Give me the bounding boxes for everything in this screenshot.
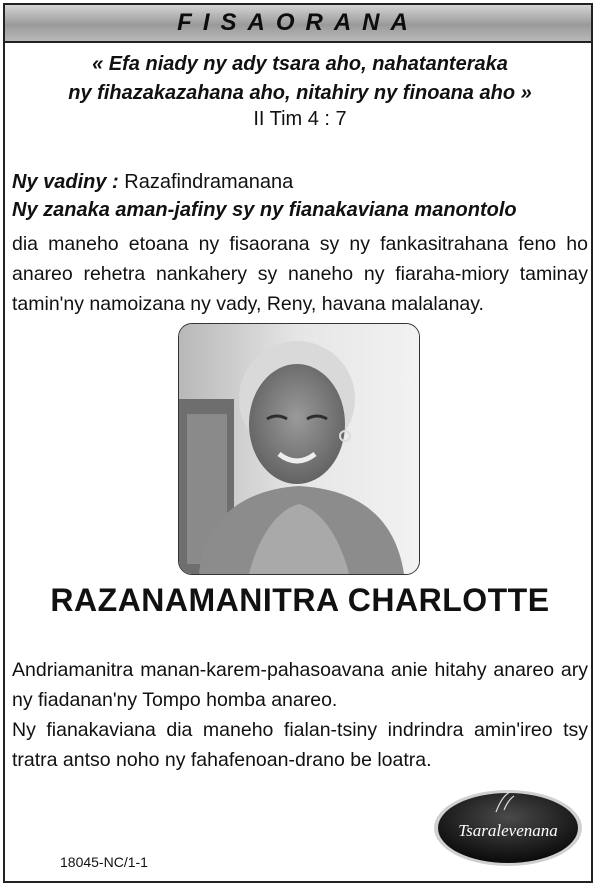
bible-quote: [0, 50, 600, 108]
quote-line-2: ny fihazakazahana aho, nitahiry ny finoana aho »: [68, 82, 532, 104]
notice-title: FISAORANA: [177, 9, 419, 36]
widow-line: [12, 171, 293, 194]
apology-paragraph: Ny fianakaviana dia maneho fialan-tsiny indrindra amin'ireo tsy tratra antso noho ny fahafenoan-drano be loatra.: [12, 719, 588, 771]
children-heading: Ny zanaka aman-jafiny sy ny fianakaviana manontolo: [12, 199, 517, 221]
quote-reference: II Tim 4 : 7: [253, 108, 347, 130]
blessing-paragraph: Andriamanitra manan-karem-pahasoavana anie hitahy anareo ary ny fiadanan'ny Tompo homba anareo.: [12, 659, 588, 711]
notice-header: [3, 3, 593, 43]
thanks-paragraph: dia maneho etoana ny fisaorana sy ny fankasitrahana feno ho anareo rehetra nankahery sy naneho ny fiaraha-miory taminay tamin'ny namoizana ny vady, Reny, havana malalanay.: [12, 233, 588, 315]
portrait-photo: [178, 323, 420, 575]
quote-line-1: « Efa niady ny ady tsara aho, nahatanteraka: [92, 53, 508, 75]
deceased-name: RAZANAMANITRA CHARLOTTE: [50, 582, 550, 618]
widow-name: Razafindramanana: [124, 171, 294, 193]
logo-text: Tsaralevenana: [458, 821, 558, 840]
ad-code: 18045-NC/1-1: [60, 854, 148, 870]
tsaralevenana-logo: [432, 786, 584, 868]
widow-label: Ny vadiny :: [12, 171, 119, 193]
portrait-image: [179, 324, 419, 574]
